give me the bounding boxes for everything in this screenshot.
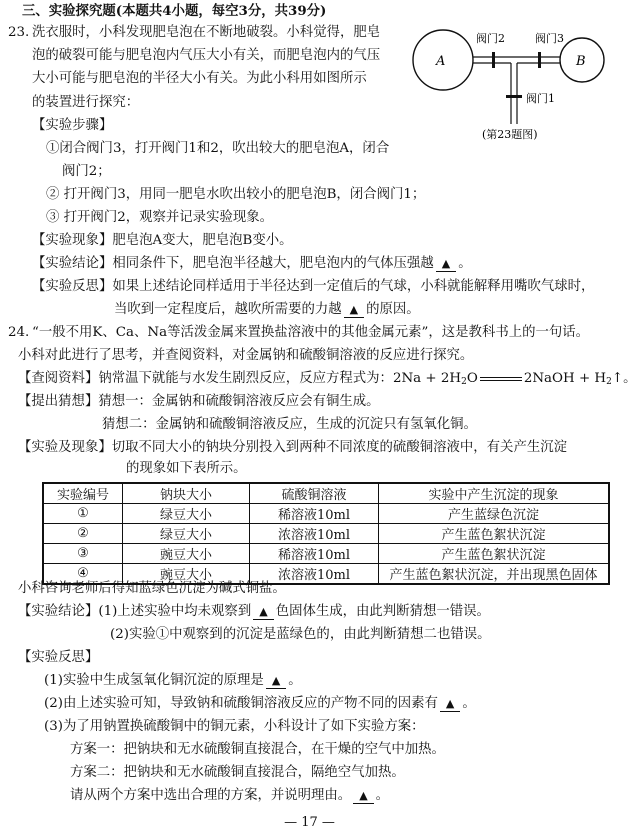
q24-plan-2: 方案二：把钠块和无水硫酸铜直接混合，隔绝空气加热。: [70, 765, 405, 780]
table-cell: 豌豆大小: [123, 564, 250, 585]
q23-reflection: 【实验反思】如果上述结论同样适用于半径达到一定值后的气球，小科就能解释用嘴吹气球时，: [32, 279, 595, 294]
q24-number: 24.: [8, 325, 30, 340]
q23-reflection-cont: 当吹到一定程度后，越吹所需要的力越 ▲ 的原因。: [114, 302, 420, 317]
q24-plan-1: 方案一：把钠块和无水硫酸铜直接混合，在干燥的空气中加热。: [70, 742, 445, 757]
q23-number: 23.: [8, 25, 30, 40]
answer-blank[interactable]: ▲: [344, 303, 364, 318]
table-cell: 产生蓝色絮状沉淀，并出现黑色固体: [379, 564, 610, 585]
q24-intro-1: “一般不用K、Ca、Na等活泼金属来置换盐溶液中的其他金属元素”，这是教科书上的一句话。: [32, 325, 590, 340]
q24-lookup: 【查阅资料】钠常温下就能与水发生剧烈反应，反应方程式为：$2Na + 2H_2O$ 2NaOH + $H_2↑$。: [18, 371, 636, 387]
table-cell: 浓溶液10ml: [250, 564, 379, 585]
table-header: 钠块大小: [123, 483, 250, 504]
table-header: 实验编号: [43, 483, 123, 504]
answer-blank[interactable]: ▲: [266, 674, 286, 689]
table-row: [43, 504, 609, 524]
table-cell: 绿豆大小: [123, 504, 250, 524]
valve-1-mark: [506, 95, 522, 98]
table-header-row: [43, 483, 609, 504]
q24-experiment-cont: 的现象如下表所示。: [126, 461, 247, 476]
q23-step-3: ③ 打开阀门2，观察并记录实验现象。: [46, 210, 274, 225]
table-row: [43, 544, 609, 564]
q23-apparatus-figure: [410, 16, 615, 140]
q23-step-2: ② 打开阀门3，用同一肥皂水吹出较小的肥皂泡B，闭合阀门1；: [46, 187, 426, 202]
table-cell: 豌豆大小: [123, 544, 250, 564]
q23-text-line-3: 大小可能与肥皂泡的半径大小有关。为此小科用如图所示: [32, 71, 367, 86]
valve-1-label: 阀门1: [526, 92, 555, 105]
q23-conclusion: 【实验结论】相同条件下，肥皂泡半径越大，肥皂泡内的气体压强越 ▲ 。: [32, 256, 472, 271]
table-cell: 产生蓝色絮状沉淀: [379, 524, 610, 544]
table-cell: 稀溶液10ml: [250, 504, 379, 524]
q23-text-line-2: 泡的破裂可能与肥皂泡内气压大小有关，而肥皂泡内的气压: [32, 48, 381, 63]
bubble-b-label: B: [576, 54, 586, 69]
q23-step-1: ①闭合阀门3，打开阀门1和2，吹出较大的肥皂泡A，闭合: [46, 141, 390, 156]
q23-text-line-1: 洗衣服时，小科发现肥皂泡在不断地破裂。小科觉得，肥皂: [32, 25, 381, 40]
answer-blank[interactable]: ▲: [253, 605, 273, 620]
q24-experiment: 【实验及现象】切取不同大小的钠块分别投入到两种不同浓度的硫酸铜溶液中，有关产生沉淀: [18, 440, 568, 455]
table-cell: 稀溶液10ml: [250, 544, 379, 564]
q24-reflection-3-ask: 请从两个方案中选出合理的方案，并说明理由。 ▲ 。: [70, 788, 390, 803]
answer-blank[interactable]: ▲: [440, 697, 460, 712]
q24-guess-2: 猜想二：金属钠和硫酸铜溶液反应，生成的沉淀只有氢氧化铜。: [102, 417, 477, 432]
q23-step-1-cont: 阀门2；: [62, 164, 111, 179]
figure-caption: (第23题图): [482, 128, 538, 141]
page-number: — 17 —: [284, 815, 335, 830]
q23-text-line-4: 的装置进行探究：: [32, 95, 140, 110]
q24-reflection-1: (1)实验中生成氢氧化铜沉淀的原理是 ▲ 。: [44, 673, 302, 688]
q24-reflection-title: 【实验反思】: [18, 650, 99, 665]
table-cell: 产生蓝绿色沉淀: [379, 504, 610, 524]
q24-reflection-3: (3)为了用钠置换硫酸铜中的铜元素，小科设计了如下实验方案：: [44, 719, 425, 734]
table-row: [43, 524, 609, 544]
answer-blank[interactable]: ▲: [436, 257, 456, 272]
table-header: 实验中产生沉淀的现象: [379, 483, 610, 504]
table-cell: 绿豆大小: [123, 524, 250, 544]
table-cell: 产生蓝色絮状沉淀: [379, 544, 610, 564]
bubble-a-label: A: [436, 54, 446, 69]
table-cell: ④: [43, 564, 123, 585]
table-cell: 浓溶液10ml: [250, 524, 379, 544]
section-title: 三、实验探究题(本题共4小题，每空3分，共39分): [22, 3, 327, 19]
table-cell: ②: [43, 524, 123, 544]
q24-guess-1: 【提出猜想】猜想一：金属钠和硫酸铜溶液反应会有铜生成。: [18, 394, 380, 409]
q24-reflection-2: (2)由上述实验可知，导致钠和硫酸铜溶液反应的产物不同的因素有 ▲ 。: [44, 696, 476, 711]
valve-3-label: 阀门3: [535, 32, 564, 45]
q23-steps-title: 【实验步骤】: [32, 118, 113, 133]
answer-blank[interactable]: ▲: [353, 789, 373, 804]
q24-conclusion-2: (2)实验①中观察到的沉淀是蓝绿色的，由此判断猜想二也错误。: [110, 627, 491, 642]
q24-conclusion-1: 【实验结论】(1)上述实验中均未观察到 ▲ 色固体生成，由此判断猜想一错误。: [18, 604, 490, 619]
table-cell: ③: [43, 544, 123, 564]
table-header: 硫酸铜溶液: [250, 483, 379, 504]
q23-phenomenon: 【实验现象】肥皂泡A变大，肥皂泡B变小。: [32, 233, 293, 248]
valve-2-label: 阀门2: [476, 32, 505, 45]
reaction-equation: $2Na + 2H_2O$ 2NaOH + $H_2↑$。: [392, 371, 636, 387]
q24-after-table: 小科咨询老师后得知蓝绿色沉淀为碱式铜盐。: [18, 581, 286, 596]
valve-2-mark: [492, 52, 495, 68]
valve-3-mark: [538, 52, 541, 68]
table-cell: ①: [43, 504, 123, 524]
experiment-table: [42, 482, 610, 585]
q24-intro-2: 小科对此进行了思考，并查阅资料，对金属钠和硫酸铜溶液的反应进行探究。: [18, 348, 474, 363]
